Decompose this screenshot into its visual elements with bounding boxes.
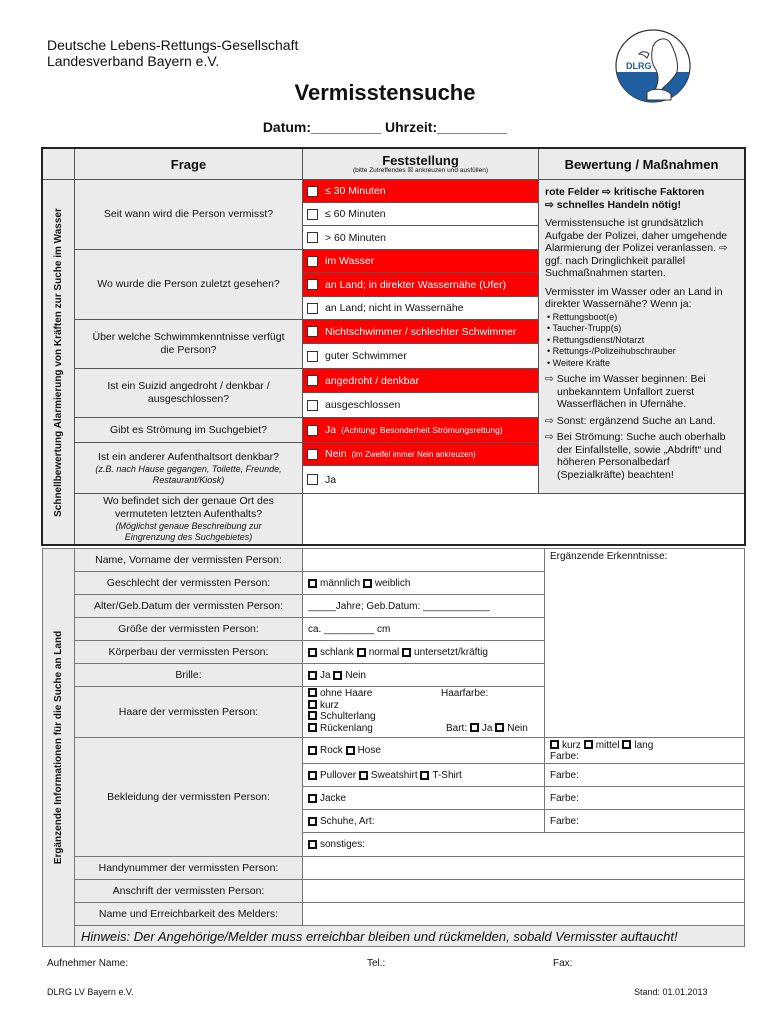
list-item: • Weitere Kräfte	[547, 358, 738, 370]
question-suizid: Ist ein Suizid angedroht / denkbar / ausgeschlossen?	[74, 368, 303, 418]
haarfarbe-label: Haarfarbe:	[441, 688, 489, 699]
jacke-farbe-field[interactable]: Farbe:	[544, 786, 745, 810]
option-label: an Land; nicht in Wassernähe	[325, 302, 464, 314]
option-guter-schwimmer[interactable]	[302, 343, 539, 369]
checkbox-icon[interactable]	[307, 209, 318, 220]
option-label: schlank	[320, 646, 354, 658]
question-schwimmkenntnisse: Über welche Schwimmkenntnisse verfügt die Person?	[74, 319, 303, 369]
footer-org: DLRG LV Bayern e.V.	[47, 987, 134, 997]
label-brille: Brille:	[74, 663, 303, 687]
feststellung-title: Feststellung	[382, 152, 459, 168]
option-label: Nein	[507, 722, 528, 734]
question-vermisst-seit: Seit wann wird die Person vermisst?	[74, 179, 303, 250]
bekleidung-oberteil	[302, 763, 545, 787]
option-label: im Wasser	[325, 255, 375, 267]
checkbox-rock[interactable]	[308, 746, 317, 755]
kraefte-list	[547, 312, 738, 370]
tel-label: Tel.:	[367, 958, 386, 969]
header-feststellung	[302, 148, 539, 180]
checkbox-brille-nein[interactable]	[333, 671, 342, 680]
checkbox-icon[interactable]	[307, 375, 318, 386]
checkbox-icon[interactable]	[307, 326, 318, 337]
checkbox-mittel[interactable]	[584, 740, 593, 749]
checkbox-sweatshirt[interactable]	[359, 771, 368, 780]
option-label: Nein	[325, 448, 347, 460]
checkbox-brille-ja[interactable]	[308, 671, 317, 680]
action-land: ⇨ Sonst: ergänzend Suche an Land.	[545, 414, 716, 427]
label-haare: Haare der vermissten Person:	[74, 686, 303, 738]
geschlecht-field	[302, 571, 545, 595]
section1-vertical-label	[42, 179, 75, 545]
checkbox-icon[interactable]	[307, 303, 318, 314]
option-label: Ja	[481, 722, 493, 734]
bart-label: Bart:	[446, 722, 468, 734]
option-stroemung-ja[interactable]	[302, 417, 539, 443]
question-anderer-ort-note: (z.B. nach Hause gegangen, Toilette, Freunde, Restaurant/Kiosk)	[95, 463, 282, 485]
bekleidung-rock-hose	[302, 737, 545, 764]
label-handy: Handynummer der vermissten Person:	[74, 856, 303, 880]
option-suizid-ausgeschlossen[interactable]	[302, 392, 539, 418]
option-label: Jacke	[320, 792, 347, 804]
option-label: kurz	[320, 699, 339, 711]
checkbox-kurz[interactable]	[308, 700, 317, 709]
option-an-land-ufer[interactable]	[302, 272, 539, 297]
handy-field[interactable]	[302, 856, 745, 880]
org-line-2: Landesverband Bayern e.V.	[47, 53, 220, 69]
option-label: > 60 Minuten	[325, 231, 387, 244]
label-bekleidung: Bekleidung der vermissten Person:	[74, 737, 303, 857]
brille-field	[302, 663, 545, 687]
feststellung-hint: (bitte Zutreffendes ☒ ankreuzen und ausfüllen)	[352, 166, 489, 174]
bekleidung-jacke	[302, 786, 545, 810]
checkbox-icon[interactable]	[307, 186, 318, 197]
option-label: männlich	[320, 577, 361, 589]
checkbox-bart-nein[interactable]	[495, 723, 504, 732]
header-blank	[42, 148, 75, 180]
option-ueber-60-minuten[interactable]	[302, 225, 539, 250]
option-label: Nichtschwimmer / schlechter Schwimmer	[325, 325, 517, 338]
option-anderer-ort-ja[interactable]	[302, 465, 539, 494]
section2-vertical-label	[42, 548, 75, 947]
checkbox-icon[interactable]	[307, 279, 318, 290]
checkbox-bart-ja[interactable]	[470, 723, 479, 732]
option-60-minuten[interactable]	[302, 202, 539, 226]
name-field[interactable]	[302, 548, 545, 572]
label-name: Name, Vorname der vermissten Person:	[74, 548, 303, 572]
question-anderer-ort	[74, 442, 303, 494]
anschrift-field[interactable]	[302, 879, 745, 903]
fax-label: Fax:	[553, 958, 573, 969]
option-note: (Achtung: Besonderheit Strömungsrettung)	[341, 425, 503, 435]
option-note: (im Zweifel immer Nein ankreuzen)	[351, 449, 476, 459]
checkbox-rueckenlang[interactable]	[308, 723, 317, 732]
organization-name	[47, 37, 298, 69]
option-label: angedroht / denkbar	[325, 374, 419, 387]
action-stroemung: ⇨ Bei Strömung: Suche auch oberhalb der Einfallstelle, sowie „Abdrift“ und höheren Personalbedarf (Spezialkräfte) beachten!	[545, 431, 726, 481]
alter-field[interactable]: _____Jahre; Geb.Datum: ____________	[302, 594, 545, 618]
option-an-land-nicht-wasser[interactable]	[302, 296, 539, 320]
critical-line-2: ⇨ schnelles Handeln nötig!	[545, 198, 681, 211]
bart-group	[446, 723, 528, 735]
label-groesse: Größe der vermissten Person:	[74, 617, 303, 641]
checkbox-schuhe[interactable]	[308, 817, 317, 826]
option-label: kurz	[562, 740, 581, 751]
koerperbau-field	[302, 640, 545, 664]
groesse-field[interactable]: ca. _________ cm	[302, 617, 545, 641]
polizei-hinweis: Vermisstensuche ist grundsätzlich Aufgabe der Polizei, daher umgehende Alarmierung der Polizei veranlassen. ⇨ ggf. nach Dringlichkeit parallel Suchmaßnahmen starten.	[545, 217, 728, 279]
checkbox-hose[interactable]	[346, 746, 355, 755]
option-label: Sweatshirt	[370, 769, 418, 781]
option-label: Nein	[345, 669, 366, 681]
question-stroemung: Gibt es Strömung im Suchgebiet?	[74, 417, 303, 443]
bekleidung-schuhe	[302, 809, 545, 833]
checkbox-normal[interactable]	[357, 648, 366, 657]
option-30-minuten[interactable]	[302, 179, 539, 203]
option-label: Ja	[325, 424, 337, 436]
checkbox-pullover[interactable]	[308, 771, 317, 780]
checkbox-tshirt[interactable]	[420, 771, 429, 780]
checkbox-icon[interactable]	[307, 232, 318, 243]
option-label: an Land; in direkter Wassernähe (Ufer)	[325, 278, 507, 291]
org-line-1: Deutsche Lebens-Rettungs-Gesellschaft	[47, 37, 299, 53]
critical-line-1: rote Felder ⇨ kritische Faktoren	[545, 186, 705, 198]
option-label: untersetzt/kräftig	[414, 646, 488, 658]
oberteil-farbe-field[interactable]: Farbe:	[544, 763, 745, 787]
list-item: • Taucher-Trupp(s)	[547, 323, 738, 335]
option-label: Pullover	[320, 769, 357, 781]
option-anderer-ort-nein[interactable]	[302, 442, 539, 466]
checkbox-schlank[interactable]	[308, 648, 317, 657]
option-label: Ja	[325, 473, 337, 486]
list-item: • Rettungsboot(e)	[547, 312, 738, 324]
option-label: Rückenlang	[320, 722, 373, 734]
checkbox-icon[interactable]	[307, 474, 318, 485]
checkbox-untersetzt[interactable]	[402, 648, 411, 657]
label-melder: Name und Erreichbarkeit des Melders:	[74, 902, 303, 926]
bekleidung-laenge	[544, 737, 745, 764]
checkbox-kurz[interactable]	[550, 740, 559, 749]
haare-field	[302, 686, 545, 738]
checkbox-icon[interactable]	[307, 351, 318, 362]
hinweis-banner: Hinweis: Der Angehörige/Melder muss erreichbar bleiben und rückmelden, sobald Vermisster auftaucht!	[74, 925, 745, 947]
erkenntnisse-field[interactable]	[544, 548, 745, 738]
checkbox-lang[interactable]	[622, 740, 631, 749]
label-geschlecht: Geschlecht der vermissten Person:	[74, 571, 303, 595]
option-nichtschwimmer[interactable]	[302, 319, 539, 344]
aufnehmer-name-label: Aufnehmer Name:	[47, 958, 129, 969]
checkbox-icon[interactable]	[307, 425, 318, 436]
svg-text:DLRG: DLRG	[626, 61, 652, 71]
question-letzter-aufenthalt	[74, 493, 303, 545]
checkbox-maennlich[interactable]	[308, 579, 317, 588]
checkbox-icon[interactable]	[307, 256, 318, 267]
checkbox-icon[interactable]	[307, 400, 318, 411]
datum-field[interactable]: Datum:_________	[262, 119, 382, 135]
erkenntnisse-label: Ergänzende Erkenntnisse:	[550, 551, 668, 562]
datum-uhrzeit-line	[0, 119, 770, 135]
bewertung-massnahmen-box	[538, 179, 745, 494]
letzter-aufenthalt-field[interactable]	[302, 493, 745, 545]
checkbox-schulterlang[interactable]	[308, 711, 317, 720]
checkbox-jacke[interactable]	[308, 794, 317, 803]
option-label: lang	[634, 740, 654, 751]
option-label: Schuhe, Art:	[320, 815, 375, 827]
question-letzter-aufenthalt-note: (Möglichst genaue Beschreibung zur Eingrenzung des Suchgebietes)	[115, 521, 262, 542]
footer-stand: Stand: 01.01.2013	[634, 987, 708, 997]
option-label: weiblich	[374, 577, 411, 589]
checkbox-icon[interactable]	[307, 449, 318, 460]
page-title: Vermisstensuche	[294, 80, 476, 105]
question-letzter-aufenthalt-text: Wo befindet sich der genaue Ort des vermuteten letzten Aufenthalts?	[103, 495, 274, 520]
option-label: ohne Haare	[320, 688, 373, 699]
farbe-label: Farbe:	[550, 751, 579, 762]
option-label: Hose	[357, 745, 381, 756]
checkbox-sonstiges[interactable]	[308, 840, 317, 849]
option-label: ≤ 60 Minuten	[325, 208, 386, 220]
question-anderer-ort-text: Ist ein anderer Aufenthaltsort denkbar?	[98, 450, 279, 463]
wasser-hinweis: Vermisster im Wasser oder an Land in direkter Wassernähe? Wenn ja:	[545, 285, 723, 310]
option-label: Rock	[320, 745, 343, 756]
option-im-wasser[interactable]	[302, 249, 539, 273]
option-label: T-Shirt	[432, 769, 462, 781]
checkbox-weiblich[interactable]	[363, 579, 372, 588]
header-frage: Frage	[74, 148, 303, 180]
question-zuletzt-gesehen: Wo wurde die Person zuletzt gesehen?	[74, 249, 303, 320]
list-item: • Rettungs-/Polizeihubschrauber	[547, 346, 738, 358]
melder-field[interactable]	[302, 902, 745, 926]
uhrzeit-field[interactable]: Uhrzeit:_________	[385, 119, 508, 135]
checkbox-ohne-haare[interactable]	[308, 688, 317, 697]
action-wasser: ⇨ Suche im Wasser beginnen: Bei unbekanntem Unfallort zuerst Wasserflächen in Ufernähe.	[545, 373, 706, 410]
option-label: guter Schwimmer	[325, 350, 407, 362]
option-suizid-angedroht[interactable]	[302, 368, 539, 393]
label-koerperbau: Körperbau der vermissten Person:	[74, 640, 303, 664]
option-label: normal	[368, 646, 400, 658]
section1-label-text: Schnellbewertung Alarmierung von Kräften zur Suche im Wasser	[53, 207, 64, 517]
option-label: ≤ 30 Minuten	[325, 185, 386, 197]
list-item: • Rettungsdienst/Notarzt	[547, 335, 738, 347]
schuhe-farbe-field[interactable]: Farbe:	[544, 809, 745, 833]
label-alter: Alter/Geb.Datum der vermissten Person:	[74, 594, 303, 618]
bekleidung-sonstiges	[302, 832, 745, 857]
option-label: sonstiges:	[320, 839, 366, 850]
label-anschrift: Anschrift der vermissten Person:	[74, 879, 303, 903]
option-label: Ja	[320, 669, 331, 681]
header-bewertung: Bewertung / Maßnahmen	[538, 148, 745, 180]
option-label: ausgeschlossen	[325, 399, 401, 411]
option-label: mittel	[595, 740, 620, 751]
section2-label-text: Ergänzende Informationen für die Suche an Land	[53, 630, 65, 865]
option-label: Schulterlang	[320, 711, 376, 722]
